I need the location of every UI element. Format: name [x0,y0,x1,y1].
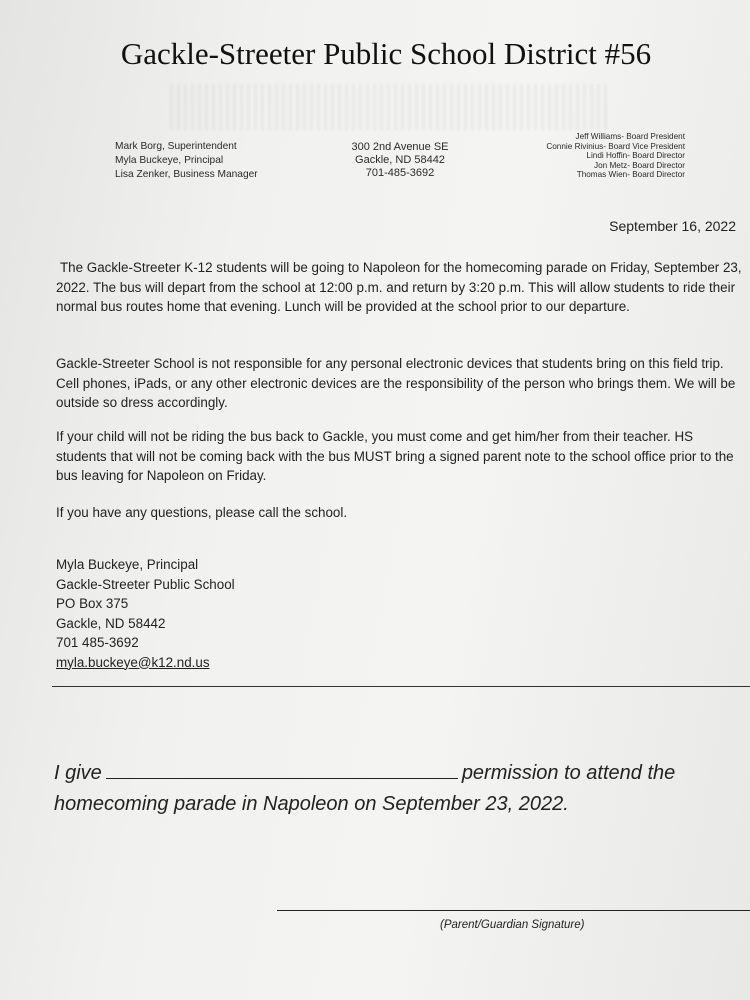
signature-city: Gackle, ND 58442 [56,615,166,631]
paragraph-devices: Gackle-Streeter School is not responsible for any personal electronic devices that students bring on this field trip. Cell phones, iPads, or any other electronic devices are the responsibility of the person who brings them. We will be outside so dress accordingly. [56,356,736,410]
address-line: 701-485-3692 [365,167,435,179]
signature-phone: 701 485-3692 [56,635,139,650]
student-name-blank[interactable] [106,758,458,779]
permission-prefix: I give [54,762,102,784]
cut-line-divider [52,686,750,688]
administration-list [115,140,258,182]
faded-print-smudge [170,84,610,130]
permission-suffix: permission to attend the homecoming parade in Napoleon on September 23, 2022. [54,762,676,815]
paragraph-pickup: If your child will not be riding the bus back to Gackle, you must come and get him/her from their teacher. HS students that will not be coming back with the bus MUST bring a signed parent note to the school office prior to the bus leaving for Napoleon on Friday. [56,429,734,483]
school-address [330,141,470,180]
board-line: Lindi Hoffin- Board Director [586,151,685,161]
admin-line: Lisa Zenker, Business Manager [115,169,258,180]
board-line: Thomas Wien- Board Director [576,170,685,180]
paragraph-trip-details: The Gackle-Streeter K-12 students will be going to Napoleon for the homecoming parade on Friday, September 23, 2022. The bus will depart from the school at 12:00 p.m. and return by 3:20 p.m. This will allow students to ride their normal bus routes home that evening. Lunch will be provided at the school prior to our departure. [56,260,742,314]
signature-email-link[interactable]: myla.buckeye@k12.nd.us [56,654,210,670]
signature-name: Myla Buckeye, Principal [56,557,199,572]
district-title: Gackle-Streeter Public School District #56 [120,36,652,71]
address-line: 300 2nd Avenue SE [351,141,449,153]
board-line: Connie Rivinius- Board Vice President [546,141,685,151]
board-list [546,132,685,180]
signature-caption: (Parent/Guardian Signature) [440,919,585,931]
paragraph-questions: If you have any questions, please call the school. [56,505,348,520]
principal-signature-block [56,555,235,672]
address-line: Gackle, ND 58442 [355,154,445,166]
admin-line: Mark Borg, Superintendent [115,141,237,152]
letter-date: September 16, 2022 [609,218,736,234]
parent-signature-line[interactable] [277,910,750,911]
signature-school: Gackle-Streeter Public School [56,576,235,592]
board-line: Jeff Williams- Board President [575,132,685,141]
admin-line: Myla Buckeye, Principal [115,155,224,166]
signature-po-box: PO Box 375 [56,596,129,611]
board-line: Jon Metz- Board Director [593,160,685,170]
permission-statement [54,758,744,820]
